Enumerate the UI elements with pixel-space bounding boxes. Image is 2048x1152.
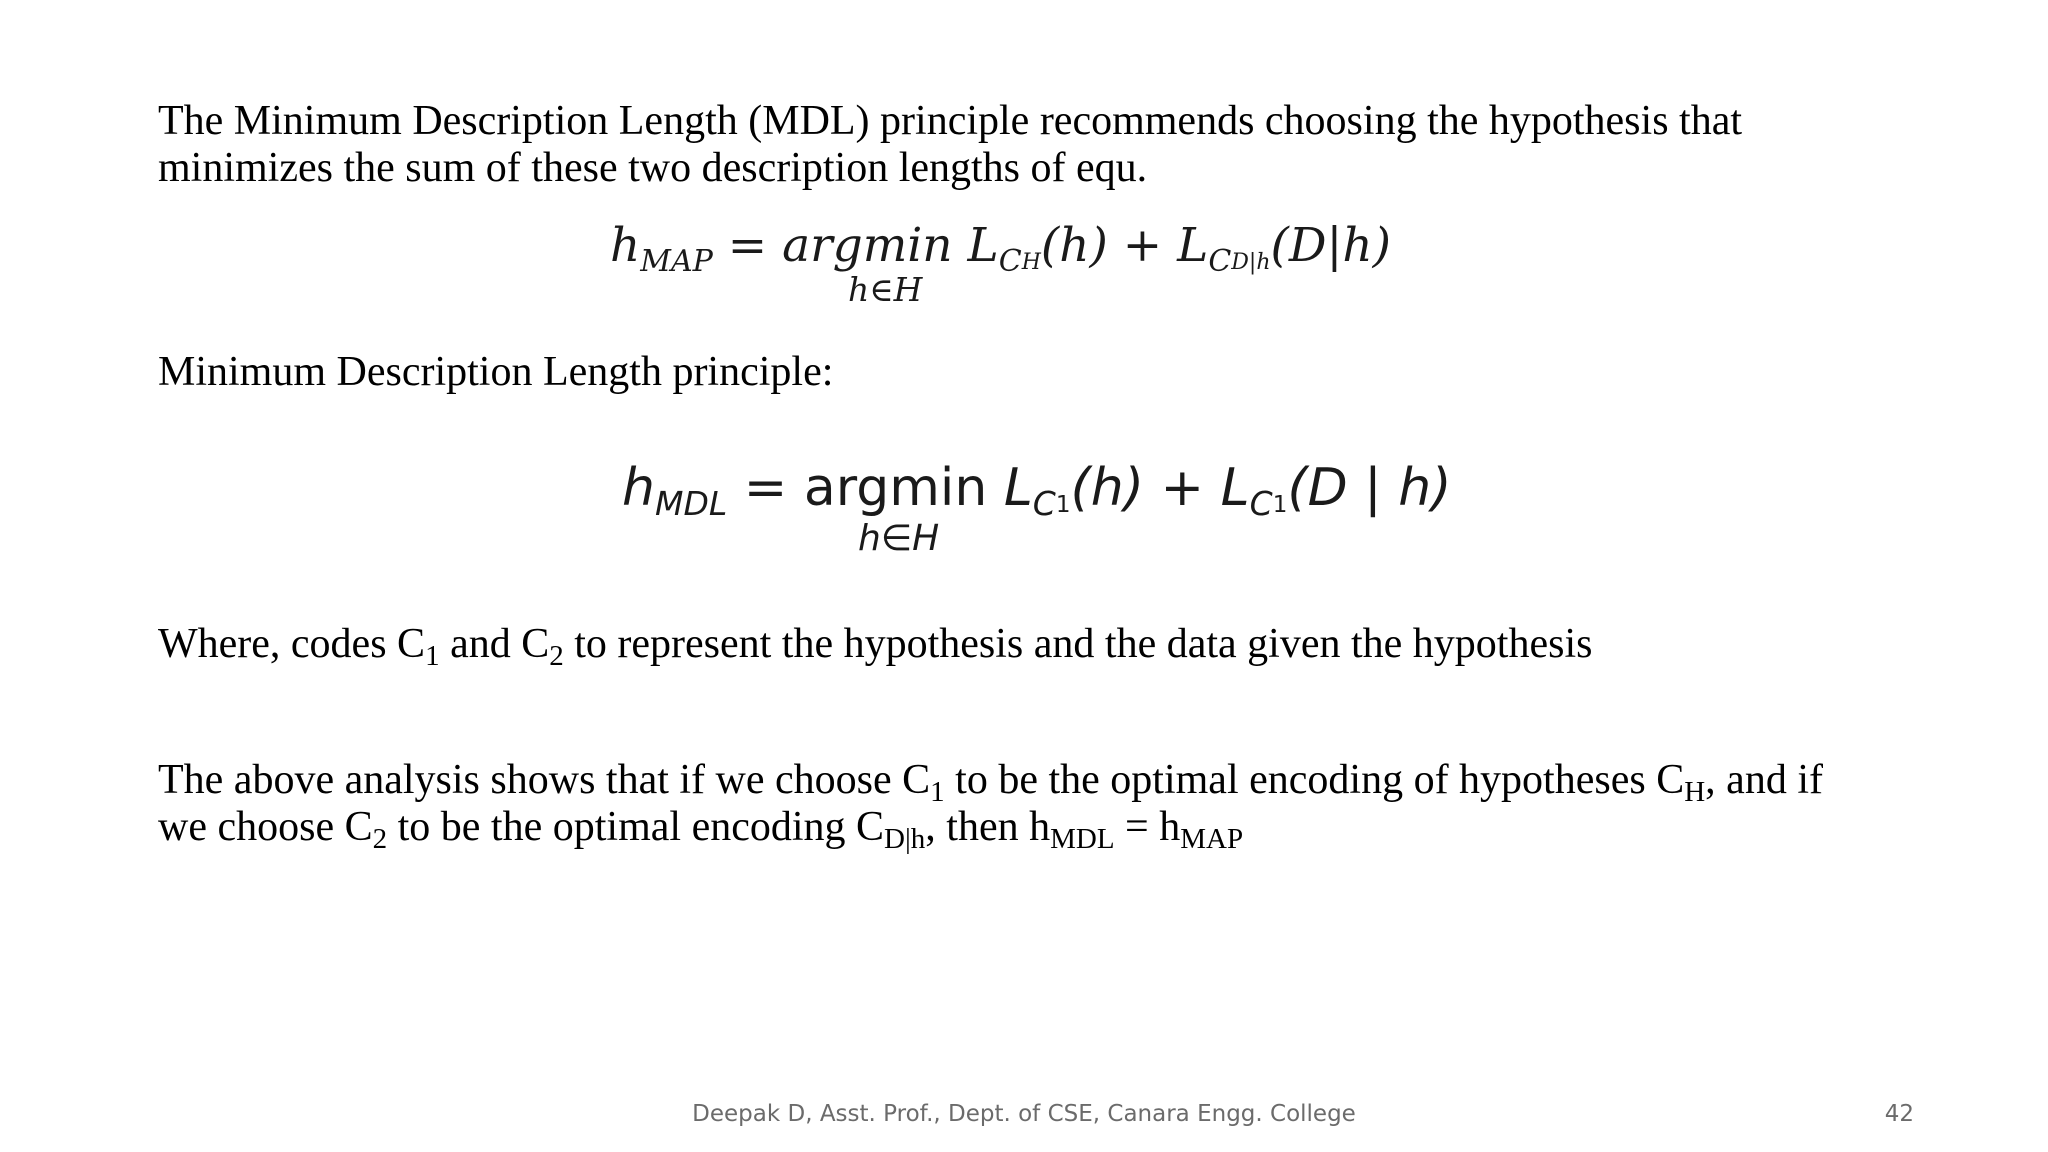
analysis-l2-text-4: = h	[1114, 804, 1181, 850]
map-lhs: h	[610, 218, 641, 273]
map-equals: =	[712, 218, 783, 273]
analysis-l1-text-3: , and if	[1705, 757, 1823, 803]
mdl-equals: =	[727, 458, 804, 518]
intro-line-1: The Minimum Description Length (MDL) principle recommends choosing the hypothesis that	[158, 98, 1743, 144]
codes-text-2: and C	[439, 621, 550, 667]
mdl-term1-subscript: 1	[1055, 492, 1071, 518]
codes-text-3: to represent the hypothesis and the data given the hypothesis	[563, 621, 1593, 667]
analysis-paragraph	[158, 757, 1823, 855]
analysis-line-2	[158, 804, 1823, 855]
analysis-l1-sub-2: H	[1684, 776, 1706, 808]
mdl-heading: Minimum Description Length principle:	[158, 349, 834, 395]
map-term2-l: L	[1177, 218, 1209, 273]
map-argmin: argmin	[782, 218, 953, 273]
mdl-term2-l: L	[1220, 458, 1250, 518]
analysis-line-1	[158, 757, 1823, 808]
page-number: 42	[1884, 1101, 1914, 1127]
analysis-l1-text-1: The above analysis shows that if we choose C	[158, 757, 931, 803]
mdl-lhs: h	[622, 458, 655, 518]
map-term1-subscript: H	[1021, 250, 1041, 275]
map-term2-c: C	[1208, 244, 1232, 279]
analysis-l2-sub-4: MAP	[1180, 823, 1244, 855]
codes-sub-2: 2	[549, 640, 564, 672]
map-term1-l: L	[952, 218, 999, 273]
mdl-term2-arg: (D | h)	[1287, 458, 1452, 518]
mdl-term2-subscript: 1	[1272, 492, 1288, 518]
mdl-plus: +	[1144, 458, 1221, 518]
map-plus: +	[1107, 218, 1178, 273]
map-lhs-subscript: MAP	[640, 244, 713, 279]
analysis-l2-sub-1: 2	[372, 823, 388, 855]
codes-text-1: Where, codes C	[158, 621, 426, 667]
mdl-argmin: argmin	[803, 458, 988, 518]
mdl-term1-l: L	[987, 458, 1033, 518]
mdl-term1-c: C	[1032, 484, 1056, 523]
analysis-l2-text-1: we choose C	[158, 804, 373, 850]
map-term1-arg: (h)	[1040, 218, 1108, 273]
analysis-l2-text-3: , then h	[925, 804, 1051, 850]
footer-credit: Deepak D, Asst. Prof., Dept. of CSE, Canara Engg. College	[692, 1101, 1356, 1127]
mdl-argmin-domain: h∈H	[858, 518, 940, 559]
analysis-l2-text-2: to be the optimal encoding C	[387, 804, 885, 850]
analysis-l2-sub-3: MDL	[1050, 823, 1115, 855]
analysis-l1-sub-1: 1	[930, 776, 945, 808]
analysis-l1-text-2: to be the optimal encoding of hypotheses C	[944, 757, 1685, 803]
mdl-lhs-subscript: MDL	[654, 484, 728, 523]
mdl-term1-arg: (h)	[1070, 458, 1145, 518]
mdl-term2-c: C	[1249, 484, 1273, 523]
codes-paragraph	[158, 621, 1593, 672]
intro-line-2: minimizes the sum of these two description lengths of equ.	[158, 145, 1148, 191]
map-argmin-domain: h∈H	[848, 270, 923, 309]
analysis-l2-sub-2: D|h	[884, 823, 926, 855]
codes-sub-1: 1	[425, 640, 440, 672]
intro-paragraph	[158, 98, 1742, 192]
map-term1-c: C	[998, 244, 1022, 279]
map-term2-arg: (D|h)	[1270, 218, 1391, 273]
map-term2-subscript: D|h	[1231, 250, 1271, 275]
